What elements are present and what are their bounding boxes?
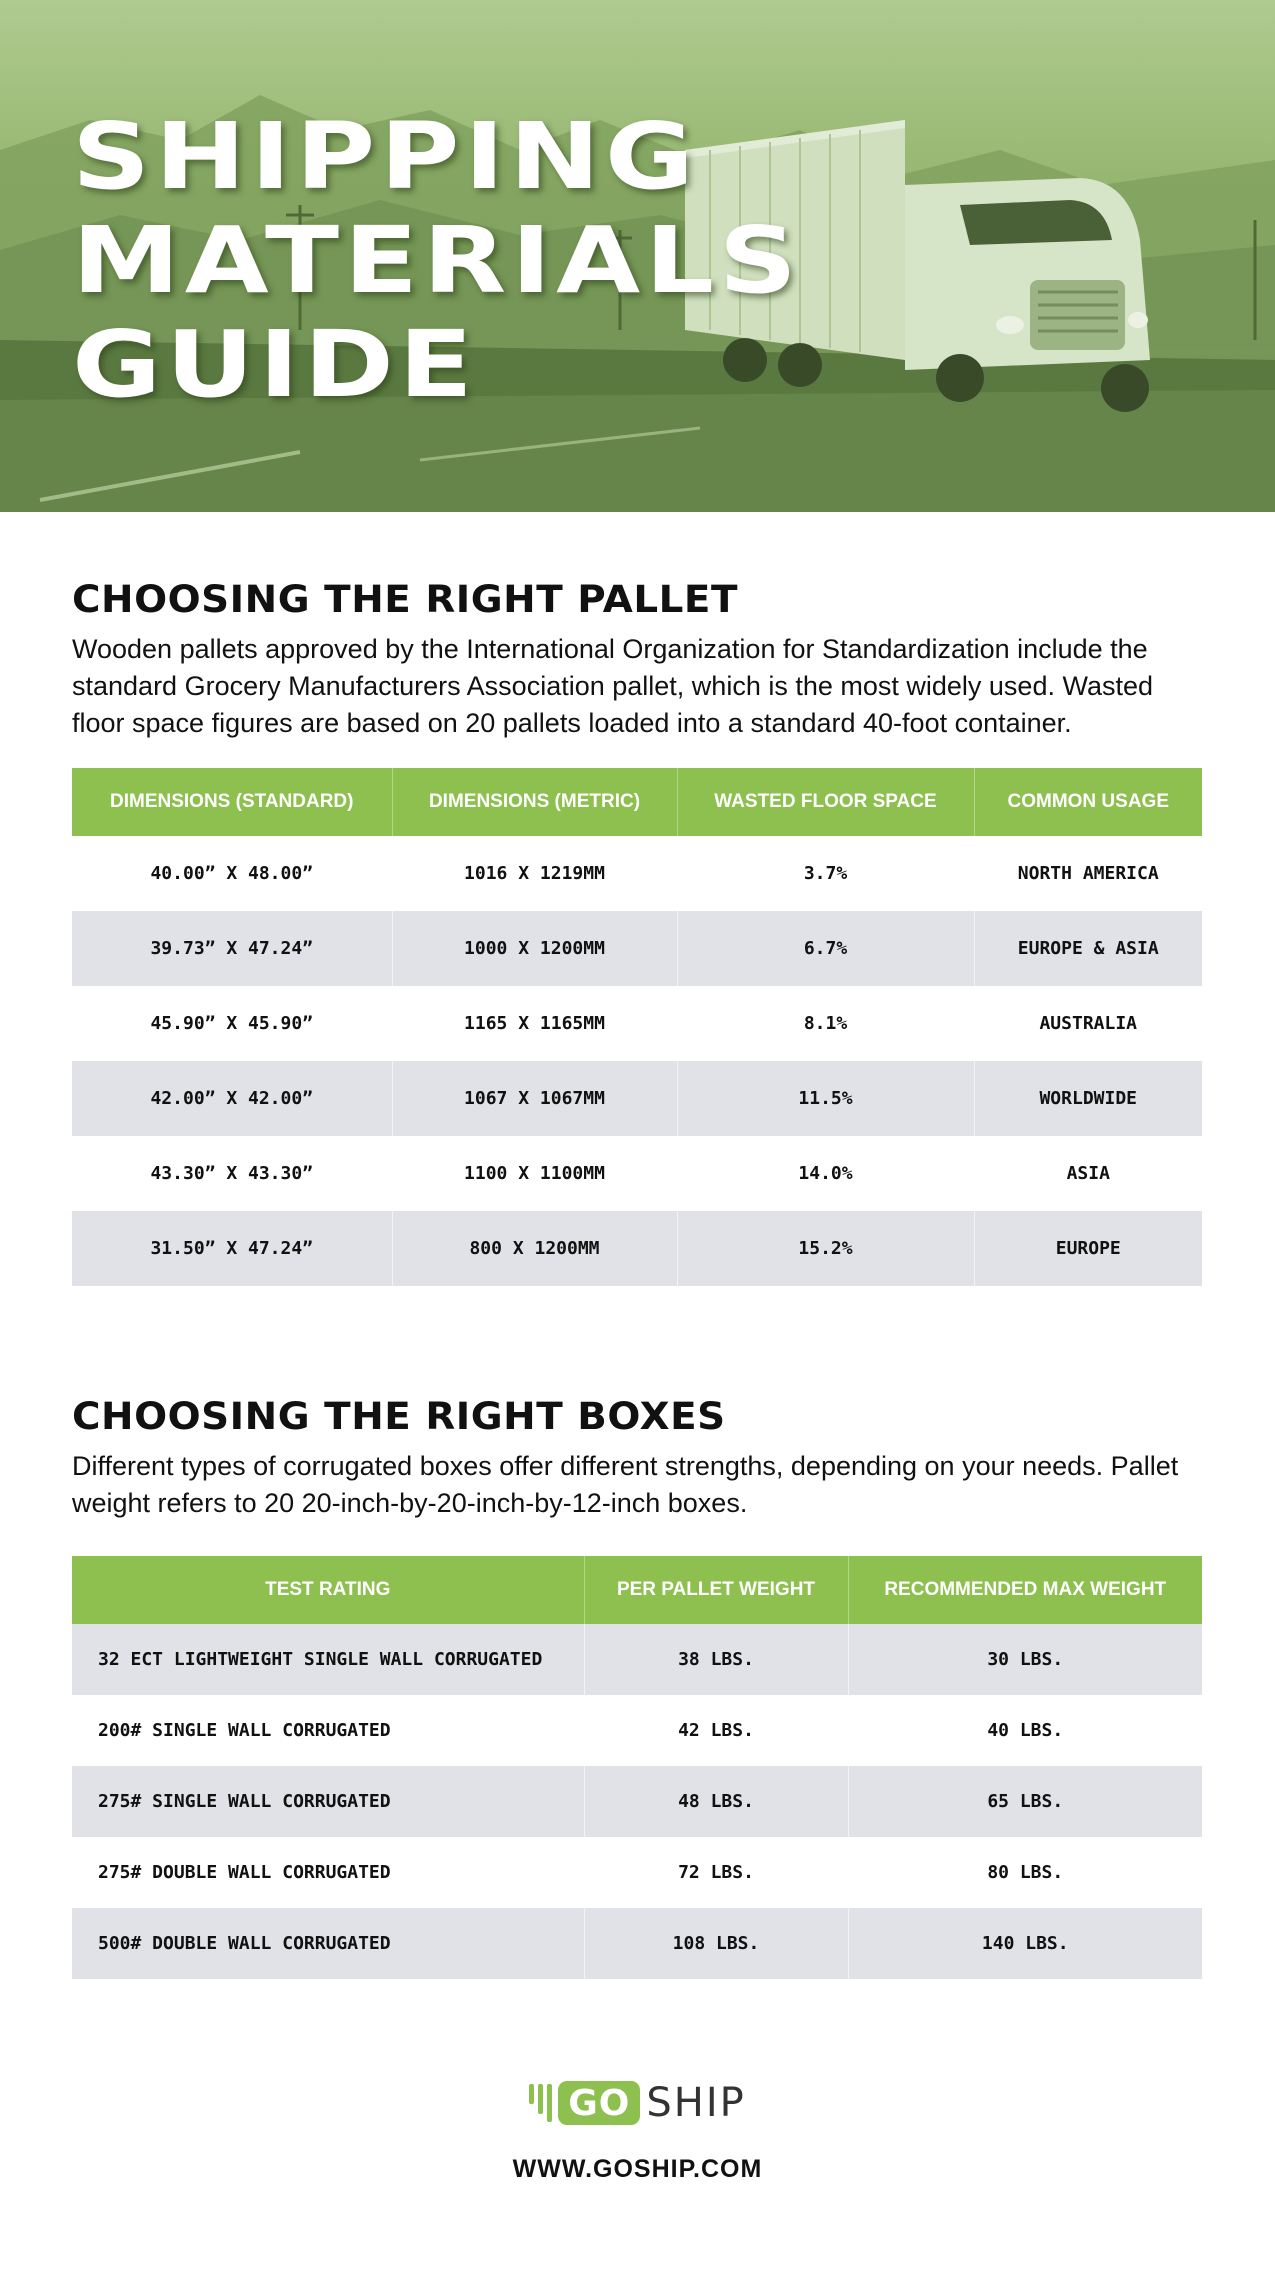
pallet-description: Wooden pallets approved by the International Organization for Standardization include the standard Grocery Manufacturers Association pallet, which is the most widely used. Wasted floor space figures are based on 20 pallets loaded into a standard 40-foot container.: [72, 634, 1153, 738]
table-row: [72, 1136, 1202, 1211]
table-cell: 6.7%: [677, 911, 974, 986]
title-line-2: MATERIALS: [72, 207, 802, 314]
table-cell: 1067 X 1067MM: [392, 1061, 677, 1136]
pallet-table-wrap: [72, 768, 1202, 1286]
table-cell: WORLDWIDE: [974, 1061, 1202, 1136]
table-row: [72, 1695, 1202, 1766]
column-header: DIMENSIONS (STANDARD): [72, 768, 392, 836]
boxes-heading: CHOOSING THE RIGHT BOXES: [72, 1395, 726, 1438]
column-header: COMMON USAGE: [974, 768, 1202, 836]
table-cell: EUROPE & ASIA: [974, 911, 1202, 986]
table-cell: 200# SINGLE WALL CORRUGATED: [72, 1695, 584, 1766]
table-cell: 48 LBS.: [584, 1766, 848, 1837]
table-header-row: [72, 1556, 1202, 1624]
table-cell: 108 LBS.: [584, 1908, 848, 1979]
table-row: [72, 836, 1202, 911]
table-cell: EUROPE: [974, 1211, 1202, 1286]
boxes-description: Different types of corrugated boxes offer different strengths, depending on your needs. Pallet weight refers to 20 20-inch-by-20-inch-by-12-inch boxes.: [72, 1451, 1179, 1518]
table-row: [72, 1837, 1202, 1908]
table-row: [72, 1766, 1202, 1837]
table-cell: 3.7%: [677, 836, 974, 911]
table-row: [72, 1908, 1202, 1979]
table-cell: 30 LBS.: [848, 1624, 1202, 1695]
title-line-1: SHIPPING: [72, 103, 699, 210]
table-row: [72, 1624, 1202, 1695]
table-row: [72, 1061, 1202, 1136]
table-cell: 275# SINGLE WALL CORRUGATED: [72, 1766, 584, 1837]
table-cell: 1000 X 1200MM: [392, 911, 677, 986]
table-cell: 80 LBS.: [848, 1837, 1202, 1908]
pallet-table: [72, 768, 1202, 1286]
table-cell: 1165 X 1165MM: [392, 986, 677, 1061]
table-header-row: [72, 768, 1202, 836]
table-cell: 42.00” X 42.00”: [72, 1061, 392, 1136]
table-cell: AUSTRALIA: [974, 986, 1202, 1061]
speed-bars-icon: [529, 2084, 552, 2122]
table-cell: 500# DOUBLE WALL CORRUGATED: [72, 1908, 584, 1979]
table-cell: 11.5%: [677, 1061, 974, 1136]
table-cell: 40 LBS.: [848, 1695, 1202, 1766]
table-cell: 72 LBS.: [584, 1837, 848, 1908]
column-header: DIMENSIONS (METRIC): [392, 768, 677, 836]
table-cell: 45.90” X 45.90”: [72, 986, 392, 1061]
column-header: RECOMMENDED MAX WEIGHT: [848, 1556, 1202, 1624]
table-cell: 14.0%: [677, 1136, 974, 1211]
footer: [0, 2075, 1275, 2184]
pallet-heading: CHOOSING THE RIGHT PALLET: [72, 578, 738, 621]
website-link[interactable]: WWW.GOSHIP.COM: [512, 2155, 763, 2183]
goship-logo[interactable]: [529, 2075, 746, 2131]
logo-go-badge: GO: [558, 2081, 640, 2125]
logo-ship-text: SHIP: [646, 2080, 746, 2126]
table-cell: ASIA: [974, 1136, 1202, 1211]
page-title: [72, 105, 802, 417]
table-cell: 140 LBS.: [848, 1908, 1202, 1979]
table-cell: 39.73” X 47.24”: [72, 911, 392, 986]
table-cell: 1016 X 1219MM: [392, 836, 677, 911]
table-cell: 65 LBS.: [848, 1766, 1202, 1837]
table-cell: 15.2%: [677, 1211, 974, 1286]
table-cell: NORTH AMERICA: [974, 836, 1202, 911]
boxes-section: [72, 1395, 1202, 1522]
hero-banner: [0, 0, 1275, 512]
table-row: [72, 911, 1202, 986]
table-cell: 275# DOUBLE WALL CORRUGATED: [72, 1837, 584, 1908]
table-cell: 38 LBS.: [584, 1624, 848, 1695]
table-cell: 42 LBS.: [584, 1695, 848, 1766]
table-cell: 1100 X 1100MM: [392, 1136, 677, 1211]
pallet-section: [72, 578, 1202, 742]
column-header: TEST RATING: [72, 1556, 584, 1624]
table-cell: 43.30” X 43.30”: [72, 1136, 392, 1211]
table-cell: 8.1%: [677, 986, 974, 1061]
boxes-table: [72, 1556, 1202, 1979]
table-cell: 40.00” X 48.00”: [72, 836, 392, 911]
boxes-table-wrap: [72, 1556, 1202, 1979]
column-header: PER PALLET WEIGHT: [584, 1556, 848, 1624]
table-cell: 800 X 1200MM: [392, 1211, 677, 1286]
title-line-3: GUIDE: [72, 311, 478, 418]
table-cell: 31.50” X 47.24”: [72, 1211, 392, 1286]
table-row: [72, 986, 1202, 1061]
column-header: WASTED FLOOR SPACE: [677, 768, 974, 836]
table-cell: 32 ECT LIGHTWEIGHT SINGLE WALL CORRUGATED: [72, 1624, 584, 1695]
table-row: [72, 1211, 1202, 1286]
